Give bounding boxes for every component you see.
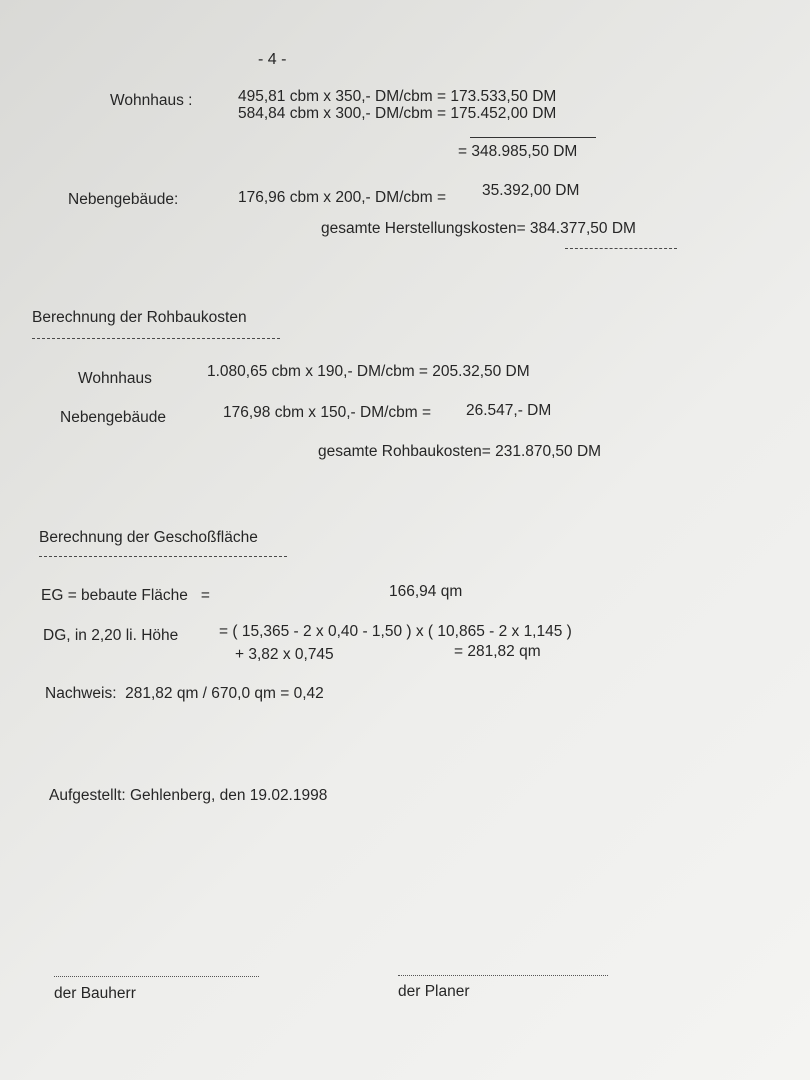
nebengebaeude-value: 35.392,00 DM	[482, 182, 580, 199]
rohbau-neben-value: 26.547,- DM	[466, 402, 552, 419]
rohbau-neben-calc: 176,98 cbm x 150,- DM/cbm =	[223, 404, 432, 421]
nebengebaeude-calc: 176,96 cbm x 200,- DM/cbm =	[238, 189, 447, 206]
rohbau-heading-underline	[32, 338, 280, 339]
dg-formula-line-1: = ( 15,365 - 2 x 0,40 - 1,50 ) x ( 10,865 - 2 x 1,145 )	[219, 623, 572, 640]
rohbau-wohnhaus-calc: 1.080,65 cbm x 190,- DM/cbm = 205.32,50 DM	[207, 363, 530, 380]
herstellungskosten-underline	[565, 248, 677, 249]
aufgestellt: Aufgestellt: Gehlenberg, den 19.02.1998	[49, 787, 328, 804]
herstellungskosten-total: gesamte Herstellungskosten= 384.377,50 DM	[321, 220, 636, 237]
rohbau-heading: Berechnung der Rohbaukosten	[32, 309, 247, 326]
wohnhaus-label: Wohnhaus :	[110, 92, 193, 109]
dg-formula-line-2: + 3,82 x 0,745	[235, 646, 334, 663]
bauherr-label: der Bauherr	[54, 985, 136, 1002]
wohnhaus-line-2: 584,84 cbm x 300,- DM/cbm = 175.452,00 DM	[238, 105, 557, 122]
dg-label: DG, in 2,20 li. Höhe	[43, 627, 179, 644]
rohbau-wohnhaus-label: Wohnhaus	[78, 370, 152, 387]
planer-signature-line	[398, 975, 608, 976]
geschoss-heading: Berechnung der Geschoßfläche	[39, 529, 258, 546]
page-number: - 4 -	[258, 51, 287, 68]
bauherr-signature-line	[54, 976, 259, 977]
wohnhaus-sum: = 348.985,50 DM	[458, 143, 578, 160]
eg-label: EG = bebaute Fläche =	[41, 587, 210, 604]
dg-result: = 281,82 qm	[454, 643, 541, 660]
nachweis: Nachweis: 281,82 qm / 670,0 qm = 0,42	[45, 685, 324, 702]
eg-value: 166,94 qm	[389, 583, 463, 600]
planer-label: der Planer	[398, 983, 470, 1000]
rohbau-neben-label: Nebengebäude	[60, 409, 167, 426]
nebengebaeude-label: Nebengebäude:	[68, 191, 179, 208]
rohbau-total: gesamte Rohbaukosten= 231.870,50 DM	[318, 443, 602, 460]
geschoss-heading-underline	[39, 556, 287, 557]
wohnhaus-line-1: 495,81 cbm x 350,- DM/cbm = 173.533,50 DM	[238, 88, 557, 105]
wohnhaus-sum-rule	[470, 137, 596, 138]
